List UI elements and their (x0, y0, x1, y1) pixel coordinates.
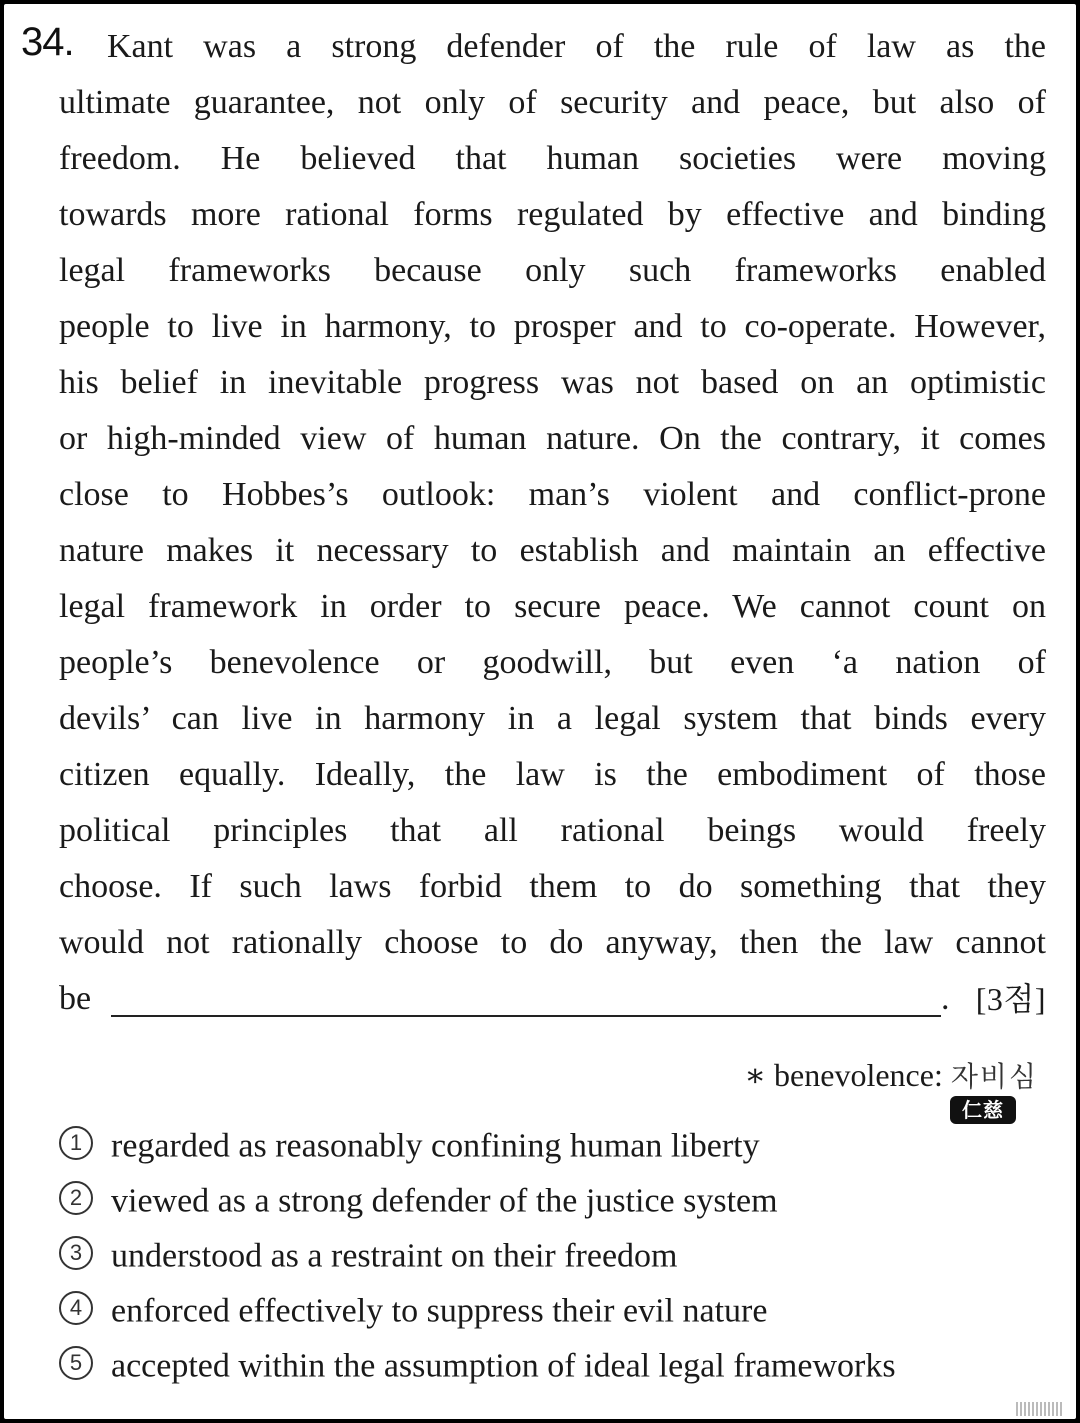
passage-line: legal frameworks because only such frameworks enabled (59, 252, 1046, 289)
passage-line: devils’ can live in harmony in a legal system that binds every (59, 700, 1046, 737)
option-number-3: 3 (59, 1236, 93, 1270)
option-text: accepted within the assumption of ideal legal frameworks (111, 1347, 896, 1385)
answer-option-3[interactable] (59, 1228, 677, 1284)
passage-line: would not rationally choose to do anyway, then the law cannot (59, 924, 1046, 961)
watermark-icon (1016, 1402, 1078, 1422)
option-text: understood as a restraint on their freedom (111, 1237, 678, 1275)
passage-line: people’s benevolence or goodwill, but even ‘a nation of (59, 644, 1046, 681)
answer-blank (111, 1015, 941, 1017)
passage-line: close to Hobbes’s outlook: man’s violent and conflict-prone (59, 476, 1046, 513)
answer-option-1[interactable] (59, 1118, 760, 1174)
footnote-korean: 자비심 (950, 1060, 1038, 1093)
passage-line: political principles that all rational beings would freely (59, 812, 1046, 849)
passage-line: citizen equally. Ideally, the law is the embodiment of those (59, 756, 1046, 793)
passage-line: legal framework in order to secure peace. We cannot count on (59, 588, 1046, 625)
footnote (744, 1050, 1038, 1102)
option-number-2: 2 (59, 1181, 93, 1215)
footnote-marker: ∗ (744, 1057, 767, 1093)
answer-option-5[interactable] (59, 1338, 896, 1394)
passage-line: nature makes it necessary to establish and maintain an effective (59, 532, 1046, 569)
passage-line: Kant was a strong defender of the rule of law as the (107, 28, 1046, 65)
answer-option-4[interactable] (59, 1283, 767, 1339)
option-text: regarded as reasonably confining human liberty (111, 1127, 760, 1165)
option-text: enforced effectively to suppress their evil nature (111, 1292, 768, 1330)
final-word: be (59, 980, 92, 1017)
passage-line: ultimate guarantee, not only of security and peace, but also of (59, 84, 1046, 121)
question-number: 34. (21, 20, 74, 64)
answer-blank-row (59, 966, 1046, 1026)
passage-line: towards more rational forms regulated by effective and binding (59, 196, 1046, 233)
option-number-1: 1 (59, 1126, 93, 1160)
exam-page (4, 4, 1076, 1419)
passage-line: people to live in harmony, to prosper and to co-operate. However, (59, 308, 1046, 345)
option-text: viewed as a strong defender of the justice system (111, 1182, 778, 1220)
passage-line: freedom. He believed that human societies were moving (59, 140, 1046, 177)
hanja-sticker: 仁慈 (950, 1096, 1016, 1124)
blank-period: . (941, 980, 950, 1017)
option-number-4: 4 (59, 1291, 93, 1325)
passage-line: his belief in inevitable progress was not based on an optimistic (59, 364, 1046, 401)
option-number-5: 5 (59, 1346, 93, 1380)
answer-option-2[interactable] (59, 1173, 778, 1229)
points-label: [3점] (975, 981, 1046, 1017)
passage-line: or high-minded view of human nature. On the contrary, it comes (59, 420, 1046, 457)
footnote-term: benevolence: (774, 1057, 943, 1093)
passage-line: choose. If such laws forbid them to do something that they (59, 868, 1046, 905)
